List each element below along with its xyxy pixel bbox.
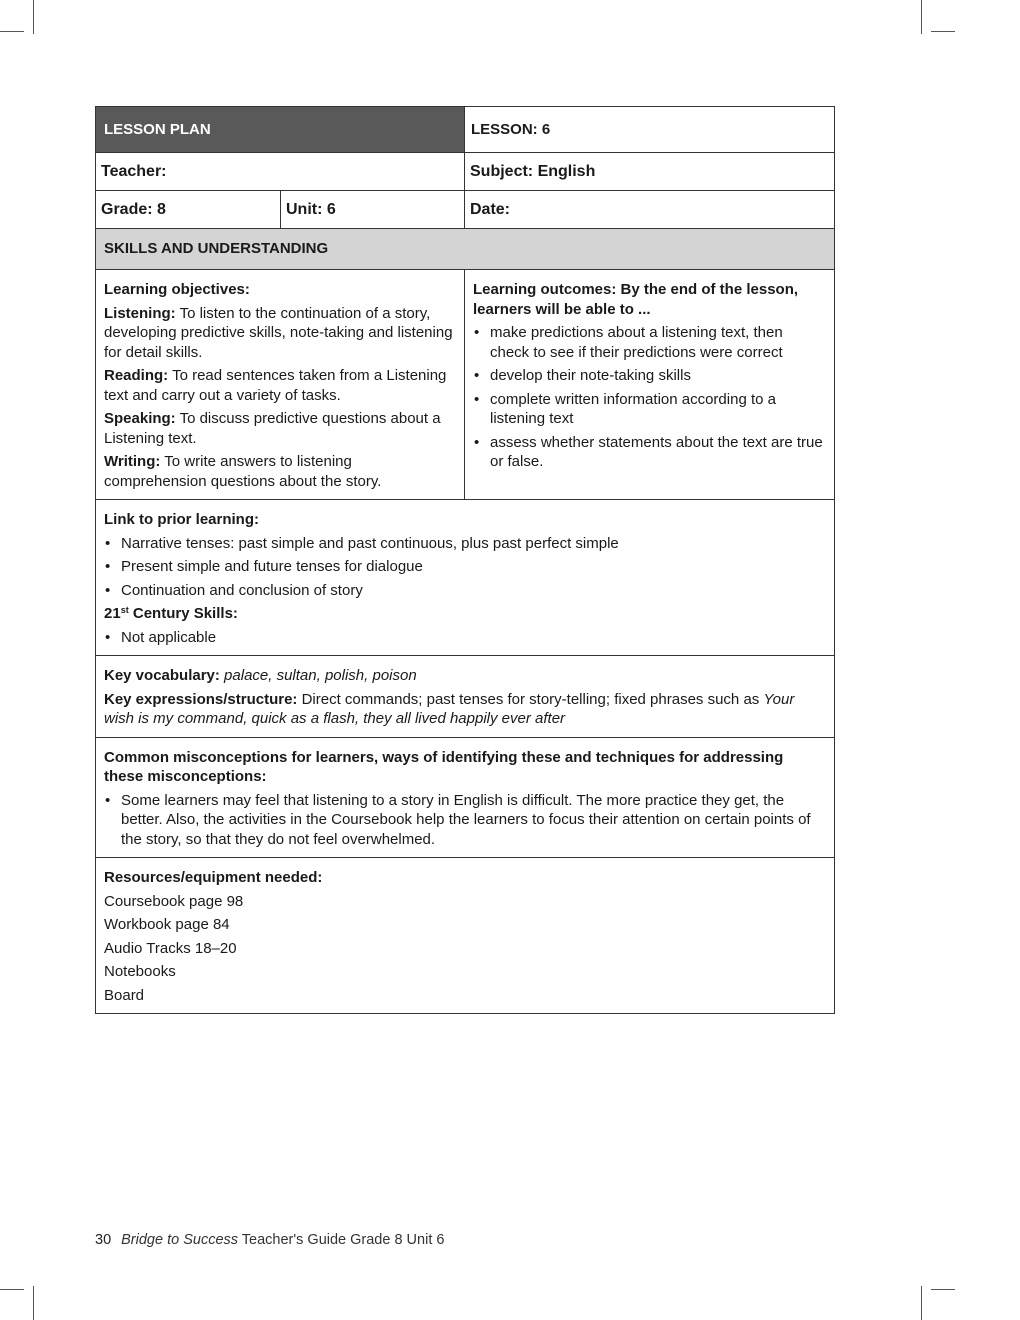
- crop-mark: [931, 1289, 955, 1290]
- outcomes-list: [473, 323, 826, 472]
- crop-mark: [0, 31, 24, 32]
- objective-writing: Writing: To write answers to listening comprehension questions about the story.: [104, 453, 382, 490]
- list-item: • assess whether statements about the text are true or false.: [473, 433, 826, 472]
- crop-mark: [0, 1289, 24, 1290]
- vocabulary-line: Key vocabulary: palace, sultan, polish, poison: [104, 667, 417, 684]
- list-item: • Continuation and conclusion of story: [104, 581, 826, 601]
- date-field: Date:: [465, 191, 835, 229]
- list-item: • develop their note-taking skills: [473, 366, 826, 386]
- objective-speaking: Speaking: To discuss predictive questions about a Listening text.: [104, 410, 441, 447]
- objectives-heading: Learning objectives:: [104, 281, 250, 298]
- resources-heading: Resources/equipment needed:: [104, 869, 323, 886]
- outcomes-heading: Learning outcomes: By the end of the lesson, learners will be able to ...: [473, 281, 799, 318]
- list-item: • Not applicable: [104, 628, 826, 648]
- misconceptions-heading: Common misconceptions for learners, ways of identifying these and techniques for addressing these misconceptions:: [104, 748, 784, 785]
- century-skills-heading: 21st Century Skills:: [104, 605, 238, 622]
- lesson-number: LESSON: 6: [465, 107, 835, 153]
- grade-field: Grade: 8: [96, 191, 281, 229]
- resources: [96, 858, 835, 1014]
- prior-learning-list: [104, 534, 826, 601]
- expressions-line: Key expressions/structure: Direct commands; past tenses for story-telling; fixed phrases such as Your wish is my command, quick as a flash, they all lived happily ever after: [104, 690, 795, 727]
- crop-mark: [33, 1286, 34, 1320]
- crop-mark: [921, 1286, 922, 1320]
- objective-listening: Listening: To listen to the continuation of a story, developing predictive skills, note-taking and listening for detail skills.: [104, 304, 453, 361]
- footer-text: Teacher's Guide Grade 8 Unit 6: [238, 1232, 445, 1248]
- list-item: • Present simple and future tenses for dialogue: [104, 557, 826, 577]
- resource-item: Notebooks: [104, 963, 176, 980]
- list-item: • Some learners may feel that listening to a story in English is difficult. The more practice they get, the better. Also, the activities in the Coursebook help the learners to focus their attention on certain points of the story, so that they do not feel overwhelmed.: [104, 791, 826, 850]
- misconceptions-list: [104, 791, 826, 850]
- resource-item: Coursebook page 98: [104, 892, 244, 910]
- resource-item: Board: [104, 986, 145, 1004]
- list-item: • Narrative tenses: past simple and past continuous, plus past perfect simple: [104, 534, 826, 554]
- lesson-plan-table: [95, 106, 835, 1014]
- crop-mark: [931, 31, 955, 32]
- unit-field: Unit: 6: [281, 191, 465, 229]
- resource-item: Workbook page 84: [104, 916, 230, 933]
- objective-reading: Reading: To read sentences taken from a Listening text and carry out a variety of tasks.: [104, 367, 447, 404]
- century-skills-list: [104, 628, 826, 648]
- prior-learning: [96, 500, 835, 656]
- learning-objectives: [96, 270, 465, 500]
- learning-outcomes: [465, 270, 835, 500]
- list-item: • complete written information according to a listening text: [473, 390, 826, 429]
- book-title: Bridge to Success: [121, 1232, 239, 1248]
- resource-item: Audio Tracks 18–20: [104, 939, 237, 957]
- lesson-plan-title: LESSON PLAN: [96, 107, 465, 153]
- subject-field: Subject: English: [465, 153, 835, 191]
- prior-learning-heading: Link to prior learning:: [104, 511, 260, 528]
- misconceptions: [96, 737, 835, 858]
- teacher-field: Teacher:: [96, 153, 465, 191]
- key-vocabulary: [96, 656, 835, 738]
- skills-heading: SKILLS AND UNDERSTANDING: [96, 229, 835, 270]
- crop-mark: [33, 0, 34, 34]
- page-footer: [95, 1232, 444, 1248]
- list-item: • make predictions about a listening text, then check to see if their predictions were correct: [473, 323, 826, 362]
- page-number: 30: [95, 1232, 112, 1248]
- crop-mark: [921, 0, 922, 34]
